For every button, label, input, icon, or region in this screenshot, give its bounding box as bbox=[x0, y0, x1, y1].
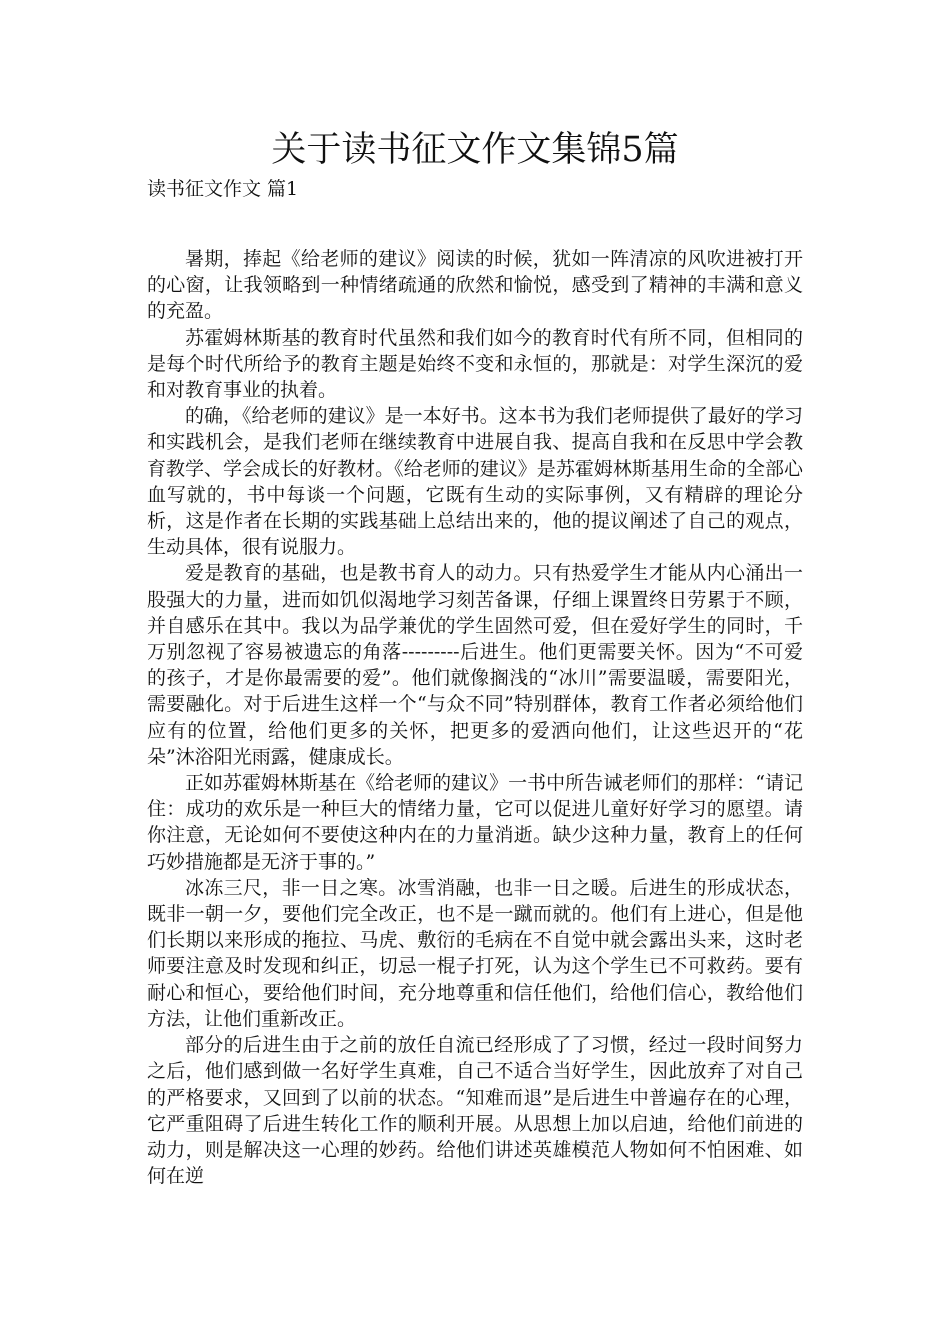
document-title: 关于读书征文作文集锦5篇 bbox=[271, 130, 679, 170]
paragraph: 部分的后进生由于之前的放任自流已经形成了了习惯，经过一段时间努力之后，他们感到做一名好学生真难，自己不适合当好学生，因此放弃了对自己的严格要求，又回到了以前的状态。“知难而退”是后进生中普遍存在的心理，它严重阻碍了后进生转化工作的顺利开展。从思想上加以启迪，给他们前进的动力，则是解决这一心理的妙药。给他们讲述英雄模范人物如何不怕困难、如何在逆 bbox=[147, 1034, 803, 1188]
paragraph: 爱是教育的基础，也是教书育人的动力。只有热爱学生才能从内心涌出一股强大的力量，进而如饥似渴地学习刻苦备课，仔细上课置终日劳累于不顾，并自感乐在其中。我以为品学兼优的学生固然可爱，但在爱好学生的同时，千万别忽视了容易被遗忘的角落---------后进生。他们更需要关怀。因为“不可爱的孩子，才是你最需要的爱”。他们就像搁浅的“冰川”需要温暖，需要阳光，需要融化。对于后进生这样一个“与众不同”特别群体，教育工作者必须给他们应有的位置，给他们更多的关怀，把更多的爱洒向他们，让这些迟开的“花朵”沐浴阳光雨露，健康成长。 bbox=[147, 562, 803, 768]
paragraph: 苏霍姆林斯基的教育时代虽然和我们如今的教育时代有所不同，但相同的是每个时代所给予的教育主题是始终不变和永恒的，那就是：对学生深沉的爱和对教育事业的执着。 bbox=[147, 326, 803, 402]
section-heading: 读书征文作文 篇1 bbox=[147, 178, 299, 200]
paragraph: 冰冻三尺，非一日之寒。冰雪消融，也非一日之暖。后进生的形成状态，既非一朝一夕，要他们完全改正，也不是一蹴而就的。他们有上进心，但是他们长期以来形成的拖拉、马虎、敷衍的毛病在不自觉中就会露出头来，这时老师要注意及时发现和纠正，切忌一棍子打死，认为这个学生已不可救药。要有耐心和恒心，要给他们时间，充分地尊重和信任他们，给他们信心，教给他们方法，让他们重新改正。 bbox=[147, 876, 803, 1030]
paragraph: 的确，《给老师的建议》是一本好书。这本书为我们老师提供了最好的学习和实践机会，是我们老师在继续教育中进展自我、提高自我和在反思中学会教育教学、学会成长的好教材。《给老师的建议》是苏霍姆林斯基用生命的全部心血写就的，书中每谈一个问题，它既有生动的实际事例，又有精辟的理论分析，这是作者在长期的实践基础上总结出来的，他的提议阐述了自己的观点，生动具体，很有说服力。 bbox=[147, 405, 803, 559]
paragraph: 正如苏霍姆林斯基在《给老师的建议》一书中所告诫老师们的那样：“请记住：成功的欢乐是一种巨大的情绪力量，它可以促进儿童好好学习的愿望。请你注意，无论如何不要使这种内在的力量消逝。缺少这种力量，教育上的任何巧妙措施都是无济于事的。” bbox=[147, 772, 803, 873]
body-text bbox=[147, 246, 803, 1189]
paragraph: 暑期，捧起《给老师的建议》阅读的时候，犹如一阵清凉的风吹进被打开的心窗，让我领略到一种情绪疏通的欣然和愉悦，感受到了精神的丰满和意义的充盈。 bbox=[147, 248, 803, 323]
